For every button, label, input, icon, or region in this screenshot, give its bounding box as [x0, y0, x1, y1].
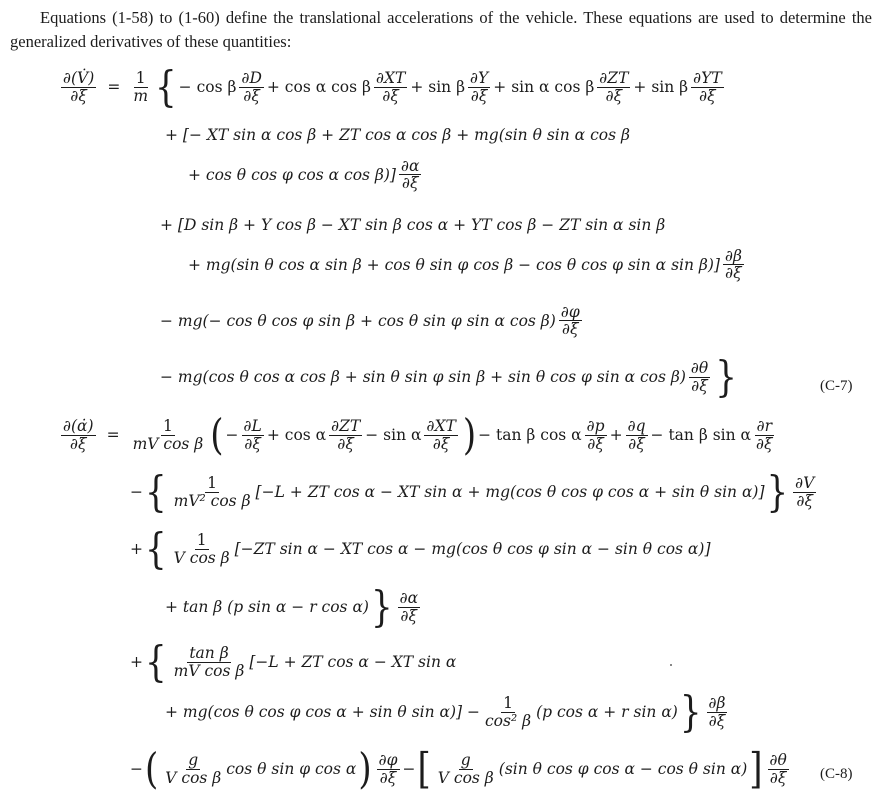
eq-c7-line5: + mg(sin θ cos α sin β + cos θ sin φ cos β − cos θ cos φ sin α sin β)] $\frac{\partial\beta}{\partial\xi}$	[188, 247, 742, 283]
equation-number-c8: (C-8)	[820, 766, 853, 782]
eq-c8-line6: + mg(cos θ cos φ cos α + sin θ sin α)] − $\frac{1}{\text{cos² β}}$ (p cos α + r sin α) } $\frac{\partial\beta}{\partial\xi}$	[165, 687, 726, 737]
intro-paragraph: Equations (1-58) to (1-60) define the translational accelerations of the vehicle. These equations are used to determine the generalized derivatives of these quantities:	[10, 8, 872, 51]
eq-c7-line6: − mg(− cos θ cos φ sin β + cos θ sin φ sin α cos β) $\frac{\partial\varphi}{\partial\xi}$	[160, 303, 580, 339]
eq-c7-line2: + [− XT sin α cos β + ZT cos α cos β + mg(sin θ sin α cos β	[165, 126, 630, 144]
eq-c8-line5: + { $\frac{\text{tan β}}{\text{mV cos β}}$ [−L + ZT cos α − XT sin α	[130, 637, 457, 687]
lhs-fraction: $\frac{\partial(V̇)}{\partial\xi}$	[63, 69, 95, 105]
lhs-fraction: $\frac{\partial(\alphȧ)}{\partial\xi}$	[63, 417, 94, 453]
eq-c7-line4: + [D sin β + Y cos β − XT sin β cos α + YT cos β − ZT sin α sin β	[160, 216, 666, 234]
scan-speck	[670, 664, 672, 666]
equation-number-c7: (C-7)	[820, 378, 853, 394]
eq-c7-line3: + cos θ cos φ cos α cos β)] $\frac{\partial\alpha}{\partial\xi}$	[188, 157, 420, 193]
eq-c8-line4: + tan β (p sin α − r cos α) } $\frac{\partial\alpha}{\partial\xi}$	[165, 582, 419, 632]
eq-c8-line3: + { $\frac{1}{\text{V cos β}}$ [−ZT sin α − XT cos α − mg(cos θ cos φ sin α − sin θ cos α)]	[130, 524, 711, 574]
eq-c8-line7: − ( $\frac{g}{\text{V cos β}}$ cos θ sin φ cos α ) $\frac{\partial\varphi}{\partial\xi}$ − [ $\frac{g}{\text{V cos β}}$ (sin θ cos φ cos α − cos θ sin α) ] $\frac{\partial\theta}{\partial\xi}$	[130, 744, 787, 794]
eq-c7-line7: − mg(cos θ cos α cos β + sin θ sin φ sin β + sin θ cos φ sin α cos β) $\frac{\partial\theta}{\partial\xi}$ }	[160, 352, 737, 402]
eq-c8-line1: $\frac{\partial(\alphȧ)}{\partial\xi}$ = $\frac{1}{\text{mV cos β}}$ ( − $\frac{\partial L}{\partial\xi}$ + cos α $\frac{\partial ZT}{\partial\xi}$ − sin α $\frac{\partial XT}{\partial\xi}$ ) − tan β cos α $\frac{\partial p}{\partial\xi}$ + $\frac{\partial q}{\partial\xi}$ − tan β sin α $\frac{\partial r}{\partial\xi}$	[63, 410, 773, 460]
eq-c8-line2: − { $\frac{1}{\text{mV² cos β}}$ [−L + ZT cos α − XT sin α + mg(cos θ cos φ cos α + sin θ sin α)] } $\frac{\partial V}{\partial\xi}$	[130, 467, 815, 517]
eq-c7-line1: $\frac{\partial(V̇)}{\partial\xi}$ = $\frac{1}{m}$ { − cos β $\frac{\partial D}{\partial\xi}$ + cos α cos β $\frac{\partial XT}{\partial\xi}$ + sin β $\frac{\partial Y}{\partial\xi}$ + sin α cos β $\frac{\partial ZT}{\partial\xi}$ + sin β $\frac{\partial YT}{\partial\xi}$	[63, 62, 722, 112]
